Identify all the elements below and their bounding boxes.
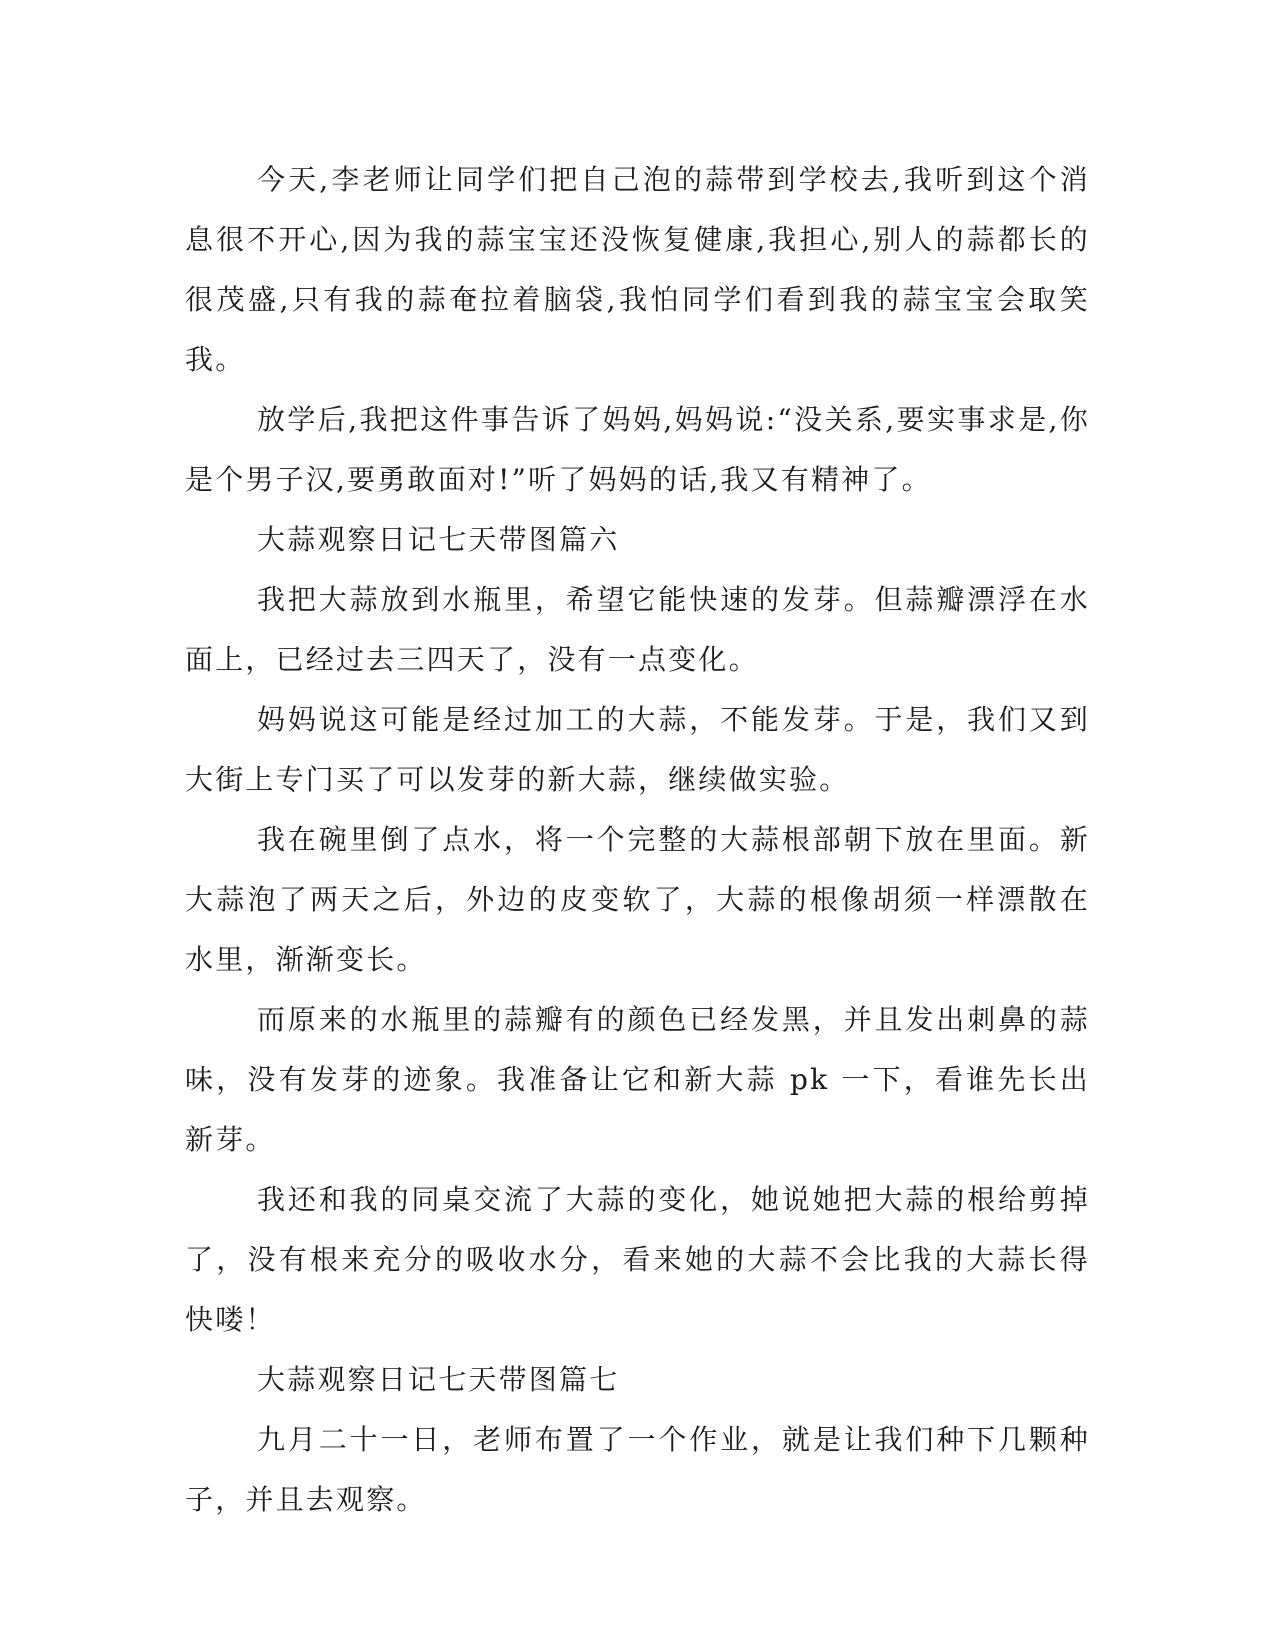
paragraph: 放学后,我把这件事告诉了妈妈,妈妈说:“没关系,要实事求是,你是个男子汉,要勇敢面对!”听了妈妈的话,我又有精神了。 — [185, 403, 1090, 496]
paragraph: 而原来的水瓶里的蒜瓣有的颜色已经发黑，并且发出刺鼻的蒜味，没有发芽的迹象。我准备让它和新大蒜 pk 一下，看谁先长出新芽。 — [185, 1003, 1090, 1156]
paragraph: 我在碗里倒了点水，将一个完整的大蒜根部朝下放在里面。新大蒜泡了两天之后，外边的皮变软了，大蒜的根像胡须一样漂散在水里，渐渐变长。 — [185, 823, 1090, 976]
paragraph: 九月二十一日，老师布置了一个作业，就是让我们种下几颗种子，并且去观察。 — [185, 1423, 1090, 1516]
paragraph: 今天,李老师让同学们把自己泡的蒜带到学校去,我听到这个消息很不开心,因为我的蒜宝宝还没恢复健康,我担心,别人的蒜都长的很茂盛,只有我的蒜奄拉着脑袋,我怕同学们看到我的蒜宝宝会取笑我。 — [185, 163, 1090, 376]
paragraph: 妈妈说这可能是经过加工的大蒜，不能发芽。于是，我们又到大街上专门买了可以发芽的新大蒜，继续做实验。 — [185, 703, 1090, 796]
document-body — [185, 150, 1090, 1530]
section-heading: 大蒜观察日记七天带图篇六 — [257, 523, 620, 556]
paragraph: 我还和我的同桌交流了大蒜的变化，她说她把大蒜的根给剪掉了，没有根来充分的吸收水分，看来她的大蒜不会比我的大蒜长得快喽！ — [185, 1183, 1090, 1336]
paragraph: 我把大蒜放到水瓶里，希望它能快速的发芽。但蒜瓣漂浮在水面上，已经过去三四天了，没有一点变化。 — [185, 583, 1090, 676]
section-heading: 大蒜观察日记七天带图篇七 — [257, 1363, 620, 1396]
